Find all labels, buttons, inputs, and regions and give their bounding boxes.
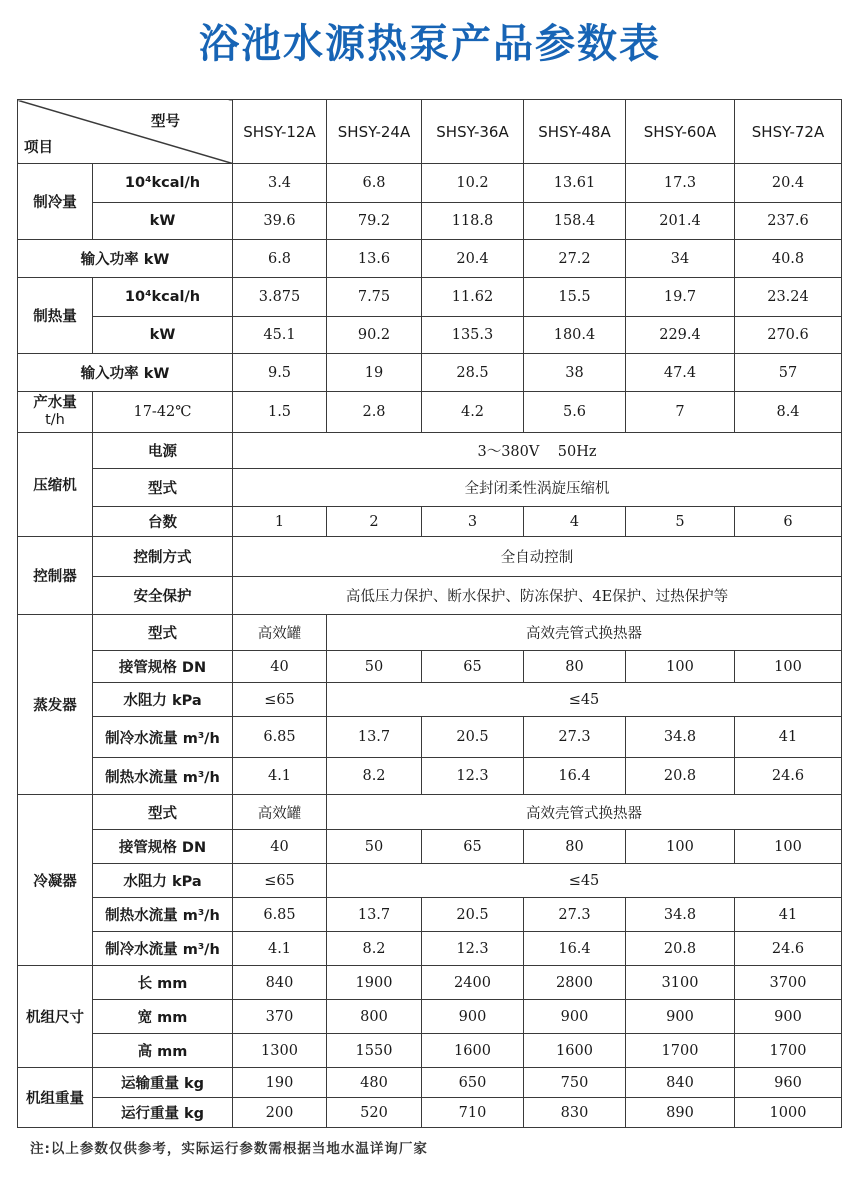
value-cell: 50 xyxy=(327,830,422,864)
category-dimensions: 机组尺寸 xyxy=(18,966,93,1068)
row-label: 型式 xyxy=(93,615,233,651)
row-label: 制冷水流量 m³/h xyxy=(93,932,233,966)
value-cell: 1000 xyxy=(735,1098,842,1128)
footnote: 注:以上参数仅供参考，实际运行参数需根据当地水温详询厂家 xyxy=(30,1141,428,1157)
value-cell: 3 xyxy=(422,507,524,537)
value-cell: 13.61 xyxy=(524,164,626,203)
value-cell: 200 xyxy=(233,1098,327,1128)
value-cell: 1600 xyxy=(524,1034,626,1068)
value-cell: 45.1 xyxy=(233,317,327,354)
unit-label: 10⁴kcal/h xyxy=(93,278,233,317)
value-cell: 840 xyxy=(626,1068,735,1098)
value-cell: 1.5 xyxy=(233,392,327,433)
value-cell: 90.2 xyxy=(327,317,422,354)
value-cell: 7.75 xyxy=(327,278,422,317)
value-cell: 3100 xyxy=(626,966,735,1000)
row-label: 接管规格 DN xyxy=(93,830,233,864)
row-label: 台数 xyxy=(93,507,233,537)
value-cell: 20.5 xyxy=(422,717,524,758)
table-row xyxy=(18,203,842,240)
category-controller: 控制器 xyxy=(18,537,93,615)
value-cell: 57 xyxy=(735,354,842,392)
table-row xyxy=(18,577,842,615)
value-cell: ≤45 xyxy=(327,864,842,898)
value-cell: 5 xyxy=(626,507,735,537)
value-cell: 4 xyxy=(524,507,626,537)
value-cell: 19.7 xyxy=(626,278,735,317)
value-cell: 24.6 xyxy=(735,758,842,795)
table-row xyxy=(18,932,842,966)
table-row xyxy=(18,392,842,433)
value-cell: 900 xyxy=(524,1000,626,1034)
power-supply-value: 3～380V 50Hz xyxy=(233,433,842,469)
value-cell: 900 xyxy=(626,1000,735,1034)
row-label: 水阻力 kPa xyxy=(93,683,233,717)
safety-protection-value: 高低压力保护、断水保护、防冻保护、4E保护、过热保护等 xyxy=(233,577,842,615)
value-cell: 201.4 xyxy=(626,203,735,240)
model-header-label: 型号 xyxy=(151,114,180,130)
table-row xyxy=(18,469,842,507)
value-cell: 24.6 xyxy=(735,932,842,966)
value-cell: 750 xyxy=(524,1068,626,1098)
value-cell: 6.8 xyxy=(233,240,327,278)
value-cell: ≤65 xyxy=(233,683,327,717)
value-cell: 34.8 xyxy=(626,717,735,758)
table-row xyxy=(18,278,842,317)
model-name: SHSY-60A xyxy=(626,100,735,164)
value-cell: 180.4 xyxy=(524,317,626,354)
row-label: 长 mm xyxy=(93,966,233,1000)
table-row xyxy=(18,830,842,864)
control-mode-value: 全自动控制 xyxy=(233,537,842,577)
model-name: SHSY-24A xyxy=(327,100,422,164)
model-name: SHSY-72A xyxy=(735,100,842,164)
row-label: 电源 xyxy=(93,433,233,469)
value-cell: 480 xyxy=(327,1068,422,1098)
value-cell: 41 xyxy=(735,898,842,932)
value-cell: 10.2 xyxy=(422,164,524,203)
value-cell: 520 xyxy=(327,1098,422,1128)
value-cell: 237.6 xyxy=(735,203,842,240)
value-cell: 8.2 xyxy=(327,932,422,966)
table-row xyxy=(18,615,842,651)
value-cell: 13.7 xyxy=(327,717,422,758)
row-label: 水阻力 kPa xyxy=(93,864,233,898)
category-cooling-capacity: 制冷量 xyxy=(18,164,93,240)
page-title: 浴池水源热泵产品参数表 xyxy=(199,21,661,67)
table-row xyxy=(18,1068,842,1098)
value-cell: 840 xyxy=(233,966,327,1000)
value-cell: 1900 xyxy=(327,966,422,1000)
unit-label: kW xyxy=(93,203,233,240)
value-cell: 3.4 xyxy=(233,164,327,203)
water-output-label: 产水量 xyxy=(33,395,77,411)
value-cell: 100 xyxy=(735,651,842,683)
row-label: 型式 xyxy=(93,795,233,830)
table-row xyxy=(18,966,842,1000)
water-output-condition: 17-42℃ xyxy=(93,392,233,433)
row-label: 高 mm xyxy=(93,1034,233,1068)
row-label: 型式 xyxy=(93,469,233,507)
value-cell: 80 xyxy=(524,830,626,864)
table-row xyxy=(18,164,842,203)
unit-label: 10⁴kcal/h xyxy=(93,164,233,203)
row-label: 接管规格 DN xyxy=(93,651,233,683)
model-name: SHSY-12A xyxy=(233,100,327,164)
value-cell: 6.85 xyxy=(233,898,327,932)
model-name: SHSY-48A xyxy=(524,100,626,164)
value-cell: 40 xyxy=(233,651,327,683)
value-cell: 960 xyxy=(735,1068,842,1098)
value-cell: 890 xyxy=(626,1098,735,1128)
value-cell: 830 xyxy=(524,1098,626,1128)
spec-table xyxy=(17,99,842,1128)
item-header-label: 项目 xyxy=(24,140,53,156)
value-cell: 1 xyxy=(233,507,327,537)
table-row xyxy=(18,898,842,932)
value-cell: 20.4 xyxy=(422,240,524,278)
value-cell: 5.6 xyxy=(524,392,626,433)
value-cell: 12.3 xyxy=(422,932,524,966)
value-cell: 47.4 xyxy=(626,354,735,392)
value-cell: 20.8 xyxy=(626,758,735,795)
value-cell: 8.2 xyxy=(327,758,422,795)
row-label: 宽 mm xyxy=(93,1000,233,1034)
value-cell: 19 xyxy=(327,354,422,392)
table-row xyxy=(18,433,842,469)
value-cell: 40 xyxy=(233,830,327,864)
row-label: 制热水流量 m³/h xyxy=(93,898,233,932)
category-weight: 机组重量 xyxy=(18,1068,93,1128)
value-cell: 27.2 xyxy=(524,240,626,278)
table-row xyxy=(18,1098,842,1128)
category-compressor: 压缩机 xyxy=(18,433,93,537)
value-cell: 13.7 xyxy=(327,898,422,932)
value-cell: 1550 xyxy=(327,1034,422,1068)
value-cell: 100 xyxy=(626,830,735,864)
model-name: SHSY-36A xyxy=(422,100,524,164)
table-row xyxy=(18,651,842,683)
value-cell: 9.5 xyxy=(233,354,327,392)
value-cell: 39.6 xyxy=(233,203,327,240)
category-water-output xyxy=(18,392,93,433)
value-cell: 710 xyxy=(422,1098,524,1128)
table-row xyxy=(18,1000,842,1034)
value-cell: 16.4 xyxy=(524,932,626,966)
value-cell: 50 xyxy=(327,651,422,683)
value-cell: 900 xyxy=(422,1000,524,1034)
value-cell: 65 xyxy=(422,651,524,683)
value-cell: 38 xyxy=(524,354,626,392)
value-cell: 2 xyxy=(327,507,422,537)
row-label: 安全保护 xyxy=(93,577,233,615)
value-cell: 190 xyxy=(233,1068,327,1098)
value-cell: 1700 xyxy=(735,1034,842,1068)
value-cell: 4.1 xyxy=(233,758,327,795)
value-cell: 229.4 xyxy=(626,317,735,354)
value-cell: 13.6 xyxy=(327,240,422,278)
table-row xyxy=(18,354,842,392)
value-cell: 12.3 xyxy=(422,758,524,795)
value-cell: 高效罐 xyxy=(233,795,327,830)
value-cell: 118.8 xyxy=(422,203,524,240)
row-label: 制热水流量 m³/h xyxy=(93,758,233,795)
value-cell: 650 xyxy=(422,1068,524,1098)
value-cell: 158.4 xyxy=(524,203,626,240)
value-cell: 900 xyxy=(735,1000,842,1034)
value-cell: 41 xyxy=(735,717,842,758)
cooling-input-power-label: 输入功率 kW xyxy=(18,240,233,278)
value-cell: 100 xyxy=(735,830,842,864)
value-cell: 27.3 xyxy=(524,898,626,932)
value-cell: 3.875 xyxy=(233,278,327,317)
category-heating-capacity: 制热量 xyxy=(18,278,93,354)
row-label: 运行重量 kg xyxy=(93,1098,233,1128)
value-cell: 8.4 xyxy=(735,392,842,433)
value-cell: 1700 xyxy=(626,1034,735,1068)
value-cell: 65 xyxy=(422,830,524,864)
value-cell: 800 xyxy=(327,1000,422,1034)
table-row xyxy=(18,507,842,537)
value-cell: 16.4 xyxy=(524,758,626,795)
value-cell: 20.5 xyxy=(422,898,524,932)
table-row xyxy=(18,795,842,830)
value-cell: 高效壳管式换热器 xyxy=(327,795,842,830)
value-cell: 28.5 xyxy=(422,354,524,392)
table-row xyxy=(18,758,842,795)
value-cell: 6.85 xyxy=(233,717,327,758)
value-cell: 20.8 xyxy=(626,932,735,966)
value-cell: 40.8 xyxy=(735,240,842,278)
value-cell: 1300 xyxy=(233,1034,327,1068)
value-cell: 15.5 xyxy=(524,278,626,317)
unit-label: kW xyxy=(93,317,233,354)
value-cell: 23.24 xyxy=(735,278,842,317)
table-row xyxy=(18,537,842,577)
value-cell: 7 xyxy=(626,392,735,433)
value-cell: 100 xyxy=(626,651,735,683)
value-cell: 高效壳管式换热器 xyxy=(327,615,842,651)
row-label: 运输重量 kg xyxy=(93,1068,233,1098)
value-cell: 2400 xyxy=(422,966,524,1000)
value-cell: 80 xyxy=(524,651,626,683)
value-cell: 17.3 xyxy=(626,164,735,203)
compressor-type-value: 全封闭柔性涡旋压缩机 xyxy=(233,469,842,507)
table-row xyxy=(18,717,842,758)
value-cell: 370 xyxy=(233,1000,327,1034)
category-condenser: 冷凝器 xyxy=(18,795,93,966)
heating-input-power-label: 输入功率 kW xyxy=(18,354,233,392)
value-cell: 4.2 xyxy=(422,392,524,433)
value-cell: 20.4 xyxy=(735,164,842,203)
table-row xyxy=(18,1034,842,1068)
value-cell: 2800 xyxy=(524,966,626,1000)
value-cell: ≤65 xyxy=(233,864,327,898)
header-corner-cell xyxy=(18,100,233,164)
value-cell: 135.3 xyxy=(422,317,524,354)
value-cell: 27.3 xyxy=(524,717,626,758)
table-row xyxy=(18,864,842,898)
value-cell: 34.8 xyxy=(626,898,735,932)
table-row xyxy=(18,683,842,717)
value-cell: ≤45 xyxy=(327,683,842,717)
value-cell: 79.2 xyxy=(327,203,422,240)
header-row xyxy=(18,100,842,164)
value-cell: 6.8 xyxy=(327,164,422,203)
value-cell: 4.1 xyxy=(233,932,327,966)
value-cell: 11.62 xyxy=(422,278,524,317)
value-cell: 2.8 xyxy=(327,392,422,433)
value-cell: 6 xyxy=(735,507,842,537)
row-label: 制冷水流量 m³/h xyxy=(93,717,233,758)
row-label: 控制方式 xyxy=(93,537,233,577)
value-cell: 270.6 xyxy=(735,317,842,354)
value-cell: 34 xyxy=(626,240,735,278)
value-cell: 高效罐 xyxy=(233,615,327,651)
category-evaporator: 蒸发器 xyxy=(18,615,93,795)
water-output-unit: t/h xyxy=(45,412,65,428)
table-row xyxy=(18,317,842,354)
table-row xyxy=(18,240,842,278)
value-cell: 1600 xyxy=(422,1034,524,1068)
value-cell: 3700 xyxy=(735,966,842,1000)
